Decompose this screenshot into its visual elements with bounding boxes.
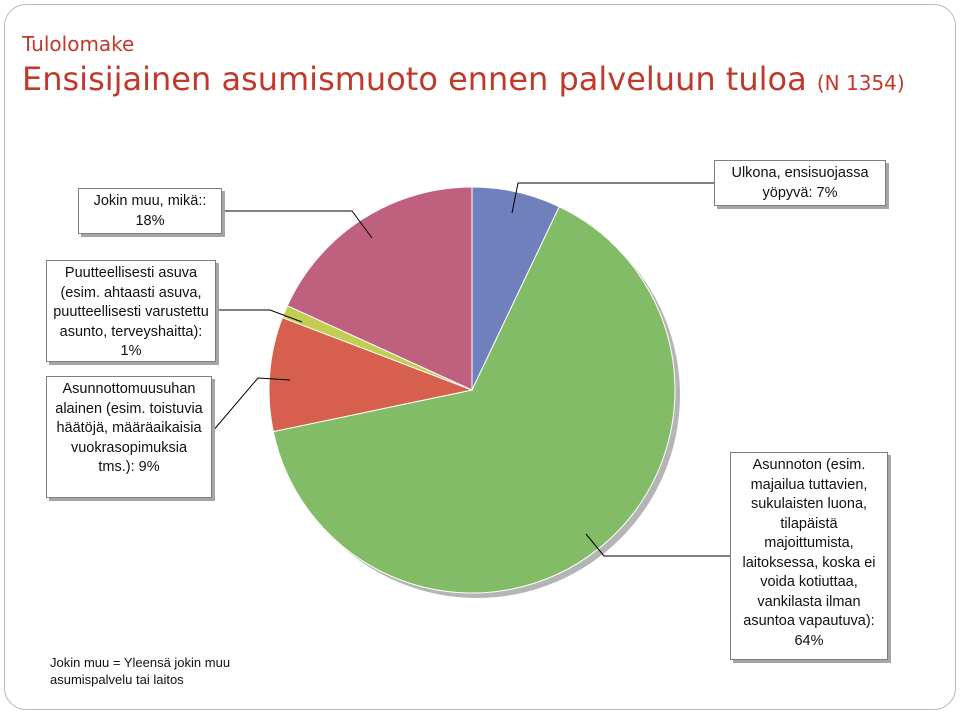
label-homeless: Asunnoton (esim. majailua tuttavien, sukulaisten luona, tilapäistä majoittumista, laitoksessa, koska ei voida kotiuttaa, vankilasta ilman asuntoa vapautuva): 64% <box>730 452 888 660</box>
sample-size-label: (N 1354) <box>816 71 905 95</box>
slide-kicker: Tulolomake <box>22 32 135 56</box>
label-other: Jokin muu, mikä:: 18% <box>78 188 222 234</box>
label-inadequate-housing: Puutteellisesti asuva (esim. ahtaasti asuva, puutteellisesti varustettu asunto, terveyshaitta): 1% <box>46 260 216 362</box>
title-text: Ensisijainen asumismuoto ennen palveluun tuloa <box>22 60 807 98</box>
label-outdoors: Ulkona, ensisuojassa yöpyvä: 7% <box>714 160 886 206</box>
label-at-risk: Asunnottomuusuhan alainen (esim. toistuvia häätöjä, määräaikaisia vuokrasopimuksia tms.): 9% <box>46 376 212 498</box>
footnote: Jokin muu = Yleensä jokin muu asumispalvelu tai laitos <box>50 655 231 687</box>
